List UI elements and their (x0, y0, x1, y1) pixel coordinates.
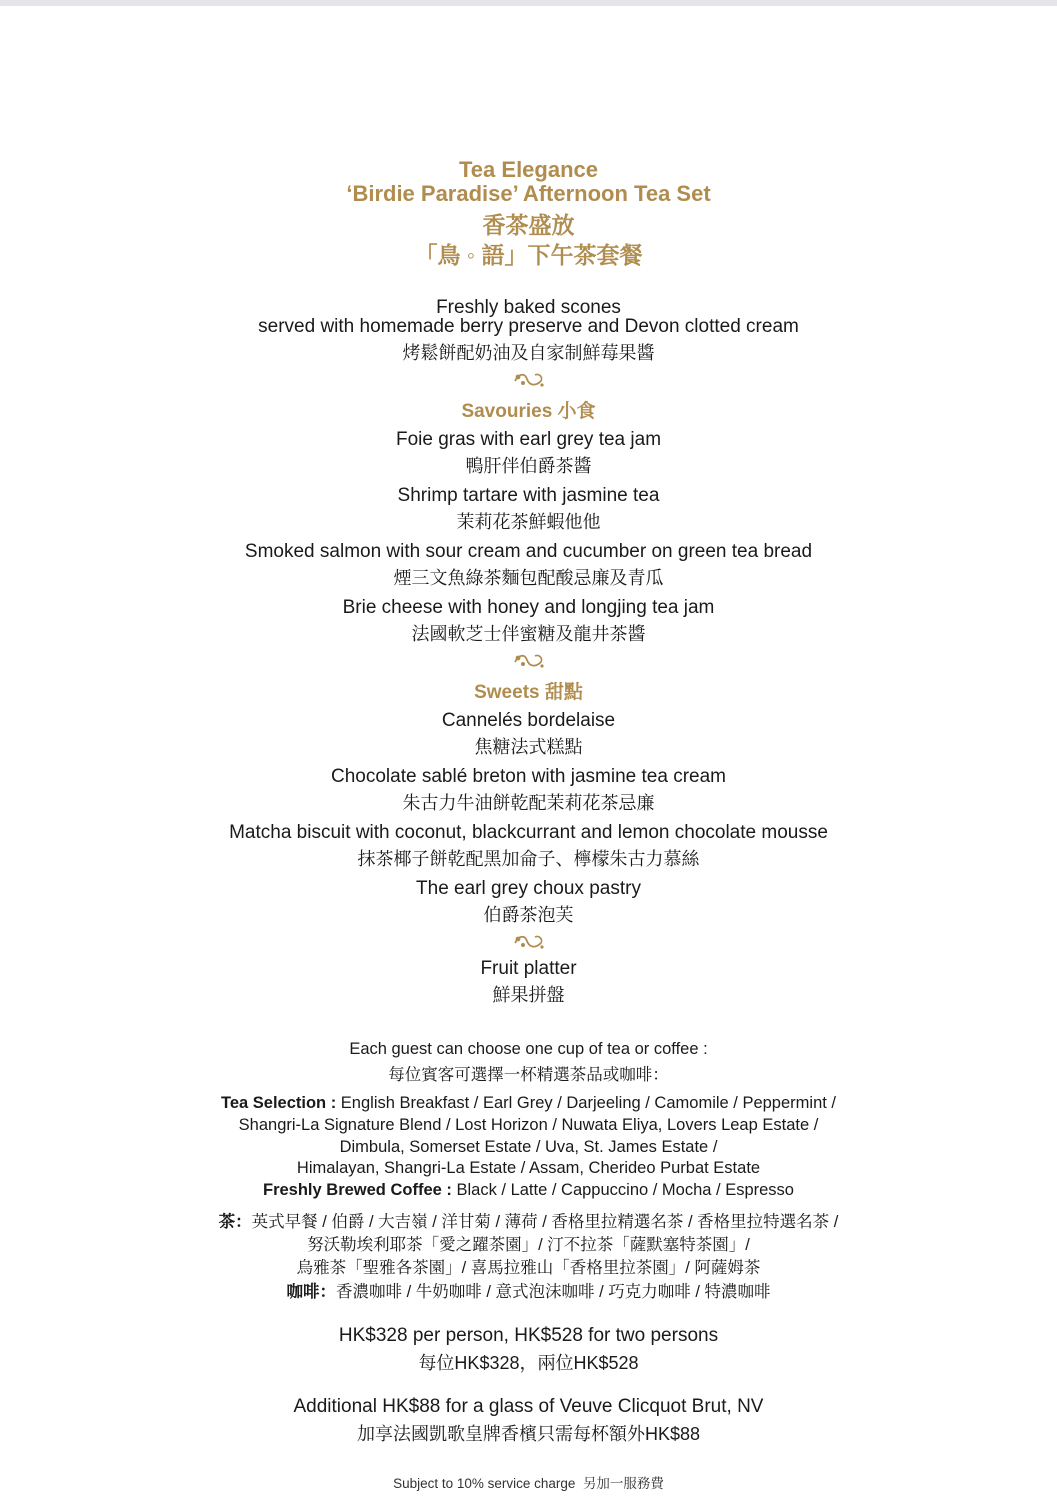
fruit-en: Fruit platter (480, 958, 577, 979)
sweet-item-en: Matcha biscuit with coconut, blackcurrant and lemon chocolate mousse (229, 822, 828, 843)
sweets-heading: Sweets 甜點 (474, 682, 583, 703)
floral-ornament-icon (511, 650, 547, 672)
title-zh-2: 「鳥 ◦ 語」下午茶套餐 (414, 242, 643, 268)
savoury-item-zh: 鴨肝伴伯爵茶醬 (465, 456, 592, 476)
scones-zh: 烤鬆餅配奶油及自家制鮮莓果醬 (402, 343, 655, 363)
savoury-item-en: Shrimp tartare with jasmine tea (397, 485, 660, 506)
service-charge-zh: 另加一服務費 (582, 1476, 664, 1491)
savoury-item-zh: 茉莉花茶鮮蝦他他 (456, 512, 601, 532)
service-charge-en: Subject to 10% service charge (393, 1476, 576, 1491)
floral-ornament-icon (511, 931, 547, 953)
top-border (0, 0, 1057, 6)
price-en: HK$328 per person, HK$528 for two persons (338, 1325, 719, 1346)
fruit-zh: 鮮果拼盤 (492, 985, 565, 1005)
savoury-item-zh: 煙三文魚綠茶麵包配酸忌廉及青瓜 (393, 568, 664, 588)
savoury-item-en: Smoked salmon with sour cream and cucumber on green tea bread (244, 541, 813, 562)
champagne-en: Additional HK$88 for a glass of Veuve Clicquot Brut, NV (293, 1396, 764, 1417)
sweet-item-zh: 焦糖法式糕點 (474, 737, 583, 757)
coffee-zh-text: 香濃咖啡 / 牛奶咖啡 / 意式泡沫咖啡 / 巧克力咖啡 / 特濃咖啡 (335, 1283, 771, 1301)
tea-selection-line-4: Himalayan, Shangri-La Estate / Assam, Cherideo Purbat Estate (296, 1159, 761, 1177)
tea-zh-line-3: 烏雅茶「聖雅各茶園」/ 喜馬拉雅山「香格里拉茶園」/ 阿薩姆茶 (296, 1259, 761, 1277)
title-en-1: Tea Elegance (459, 157, 598, 182)
beverage-intro-zh: 每位賓客可選擇一杯精選茶品或咖啡： (388, 1066, 669, 1084)
tea-selection-line-2: Shangri-La Signature Blend / Lost Horizon / Nuwata Eliya, Lovers Leap Estate / (238, 1116, 819, 1134)
coffee-selection-label: Freshly Brewed Coffee : (263, 1181, 452, 1199)
tea-selection-text: English Breakfast / Earl Grey / Darjeeling / Camomile / Peppermint / (336, 1094, 836, 1112)
service-charge-note (0, 1472, 1057, 1492)
coffee-zh-line (0, 1278, 1057, 1302)
coffee-zh-label: 咖啡： (286, 1283, 336, 1301)
sweet-item-en: Chocolate sablé breton with jasmine tea cream (331, 766, 726, 787)
sweet-item-zh: 朱古力牛油餅乾配茉莉花茶忌廉 (402, 793, 655, 813)
tea-selection-line-1 (0, 1094, 1057, 1113)
title-en-2: ‘Birdie Paradise’ Afternoon Tea Set (346, 181, 711, 206)
tea-zh-text: 英式早餐 / 伯爵 / 大吉嶺 / 洋甘菊 / 薄荷 / 香格里拉精選名茶 / 香格里拉特選名茶 / (251, 1213, 839, 1231)
savoury-item-en: Brie cheese with honey and longjing tea jam (342, 597, 715, 618)
title-zh-1: 香茶盛放 (482, 212, 575, 238)
tea-zh-line-1 (0, 1208, 1057, 1232)
savoury-item-en: Foie gras with earl grey tea jam (395, 429, 662, 450)
sweet-item-en: Cannelés bordelaise (441, 710, 616, 731)
floral-ornament-icon (511, 369, 547, 391)
sweet-item-en: The earl grey choux pastry (416, 878, 641, 899)
coffee-selection-text: Black / Latte / Cappuccino / Mocha / Espresso (451, 1181, 794, 1199)
tea-selection-label: Tea Selection : (220, 1094, 337, 1112)
tea-zh-line-2: 努沃勒埃利耶茶「愛之躍茶園」/ 汀不拉茶「薩默塞特茶園」/ (307, 1236, 750, 1254)
beverage-intro-en: Each guest can choose one cup of tea or coffee : (349, 1040, 708, 1058)
savouries-heading: Savouries 小食 (461, 401, 596, 422)
price-zh: 每位HK$328，兩位HK$528 (418, 1353, 639, 1373)
coffee-selection-line (0, 1181, 1057, 1200)
scones-en-2: served with homemade berry preserve and Devon clotted cream (258, 316, 799, 337)
scones-en-1: Freshly baked scones (436, 297, 621, 318)
sweet-item-zh: 伯爵茶泡芙 (483, 905, 574, 925)
savoury-item-zh: 法國軟芝士伴蜜糖及龍井茶醬 (411, 624, 646, 644)
champagne-zh: 加享法國凱歌皇牌香檳只需每杯額外HK$88 (356, 1424, 701, 1444)
sweet-item-zh: 抹茶椰子餅乾配黑加侖子、檸檬朱古力慕絲 (357, 849, 700, 869)
tea-zh-label: 茶： (218, 1213, 252, 1231)
tea-selection-line-3: Dimbula, Somerset Estate / Uva, St. James Estate / (339, 1138, 718, 1156)
